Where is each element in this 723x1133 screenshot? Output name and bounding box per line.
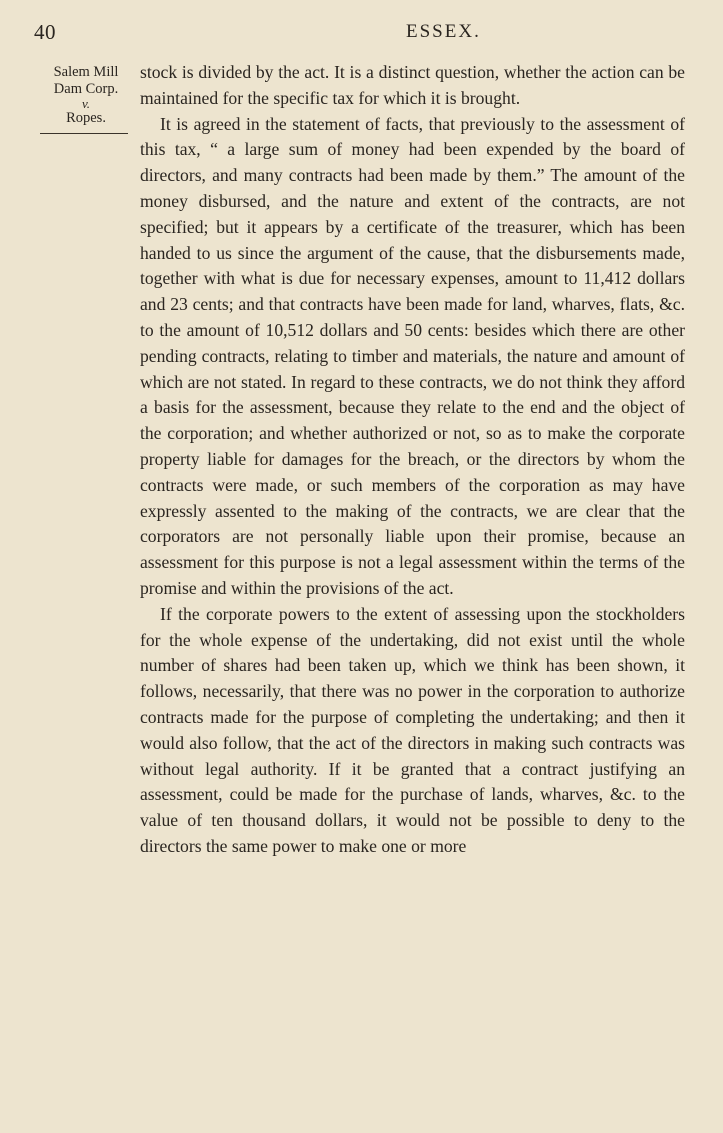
margin-note	[38, 64, 134, 127]
paragraph-2: It is agreed in the statement of facts, that previously to the assessment of this tax, “ a large sum of money had been expended by the board of directors, and many contracts had been made by them.” The amount of the money disbursed, and the nature and extent of the contracts, are not specified; but it appears by a certificate of the treasurer, which has been handed to us since the argument of the cause, that the disbursements made, together with what is due for necessary expenses, amount to 11,412 dollars and 23 cents; and that contracts have been made for land, wharves, flats, &c. to the amount of 10,512 dollars and 50 cents: besides which there are other pending contracts, relating to timber and materials, the nature and amount of which are not stated. In regard to these contracts, we do not think they afford a basis for the assessment, because they relate to the end and the object of the corporation; and whether authorized or not, so as to make the corporate property liable for damages for the breach, or the directors by whom the contracts were made, or such members of the corporation as may have expressly assented to the making of the contracts, we are clear that the corporators are not personally liable upon their promise, because an assessment for this purpose is not a legal assessment within the terms of the promise and within the provisions of the act.	[140, 113, 685, 598]
body-text	[140, 60, 685, 860]
page-number: 40	[34, 20, 56, 44]
running-head: ESSEX.	[406, 21, 481, 42]
margin-note-line-1: Salem Mill	[53, 64, 119, 80]
margin-note-line-4: Ropes.	[66, 110, 106, 126]
margin-note-line-3: v.	[81, 96, 91, 111]
paragraph-1: stock is divided by the act. It is a distinct question, whether the action can be maintained for the specific tax for which it is brought.	[140, 62, 685, 108]
margin-rule	[40, 133, 128, 134]
paragraph-3: If the corporate powers to the extent of assessing upon the stockholders for the whole expense of the undertaking, did not exist until the whole number of shares had been taken up, which we think has been shown, it follows, necessarily, that there was no power in the corporation to authorize contracts made for the purpose of completing the undertaking; and then it would also follow, that the act of the directors in making such contracts was without legal authority. If it be granted that a contract justifying an assessment, could be made for the purchase of lands, wharves, &c. to the value of ten thousand dollars, it would not be possible to deny to the directors the same power to make one or more	[140, 603, 685, 856]
margin-note-line-2: Dam Corp.	[53, 81, 119, 97]
page-header	[34, 20, 688, 46]
